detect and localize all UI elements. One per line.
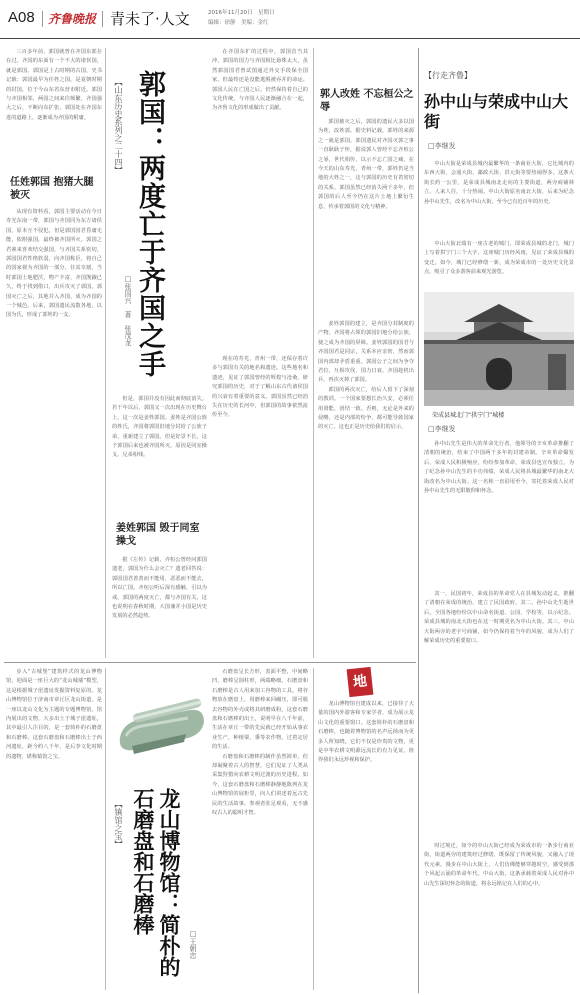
article2-body-c: 孙中山先生是伟大的革命先行者，他领导的辛亥革命推翻了清朝的统治，结束了中国两千多年的封建帝制。辛亥革命爆发后，荣成人民积极响应，纷纷参加革命，荣成县也宣布独立。为了纪念孙中山先生的丰功伟绩，荣成人民将县城最繁华的南北大街改名为中山大街。这一名称一直沿用至今，寄托着荣成人民对孙中山先生的无限敬仰和怀念。: [424, 441, 574, 495]
article1-author: □张国兴 著 张茂龙: [124, 275, 132, 346]
grinding-stone-photo: [112, 676, 210, 776]
article3-author: □王朝忠: [189, 930, 197, 959]
article1-series-label: 【山东历史系列之二十四】: [114, 78, 123, 174]
article1-subhead-1: 任姓郭国 抱猪大腿被灭: [10, 177, 94, 201]
masthead-divider: [42, 11, 43, 27]
article3-label: 【镇馆之宝】: [114, 800, 123, 848]
column-rule: [105, 668, 106, 990]
article1-col1-b: 从现有资料看，郭国主要活动在今日寿光东南一带，郭国与齐国同为东方诸侯国，原本互不侵犯，但是郭国国君昏庸无能，依附强国，最终被齐国所灭。郭国之君素来喜欢结交强国，与齐国关系密切，郭国国君性格软弱，向齐国称臣，将自己的国家视为齐国的一部分，任其宰割。当时郭国土地肥沃，物产丰富，齐国觊觎已久，终于找到借口，出兵攻灭了郭国。郭国灭亡之后，其地并入齐国，成为齐国的一个城邑。后来，郭国遗民流散各地，以国为氏，形成了郭姓的一支。: [6, 209, 102, 319]
section-title: 青未了·人文: [110, 10, 190, 28]
article1-subhead-2: 姜姓郭国 毁于同室操戈: [116, 523, 200, 547]
article1-subhead-3: 郭人改姓 不忘桓公之辱: [320, 89, 414, 113]
column-rule: [418, 48, 419, 993]
editors: 编辑：徐静 美编：金红: [208, 20, 269, 26]
article2-body-e: 时过境迁，如今的中山大街已经成为荣成市的一条步行商业街，街道两旁的建筑经过修缮，既保留了传统风貌，又融入了现代元素。漫步在中山大街上，人们仿佛能够穿越时空，感受到那个风起云涌的革命年代。中山大街，这条承载着荣成人民对孙中山先生深切怀念的街道，将永远铭记在人们的心中。: [424, 843, 574, 887]
article2-author: □李继发: [428, 142, 456, 150]
article1-col3: 在齐国东扩的过程中，郭国首当其冲。郭国的国力与齐国相比悬殊太大，虽然郭国国君曾试图通过外交手段保全国家，但最终还是没能逃脱被吞并的命运。郭国人民在亡国之后，仍然保持着自己的文化传统，与齐国人民逐渐融合在一起，为齐鲁文化的形成做出了贡献。: [212, 49, 308, 112]
photo-caption: 荣成县城北门“拱宁门”城楼: [432, 412, 505, 419]
city-gate-photo: [424, 292, 574, 406]
article3-title: 龙山博物馆：简朴的石磨盘和石磨棒: [131, 788, 182, 977]
photo-credit: □李继发: [428, 425, 456, 433]
article1-title: 郭国：两度亡于齐国之手: [134, 70, 165, 378]
article1-col2: 但是，郭国并没有因此而彻底消失。若干年以后，郭国又一次出现在历史舞台上，这一次是姜姓郭国。姜姓是齐国公族的姓氏，齐国将郭国旧地分封给了公族子弟，重新建立了郭国。但是好景不长，这个郭国后来也被齐国所灭，原因是同室操戈、兄弟相残。: [112, 396, 207, 459]
article1-col1: 三百多年前，郭国就曾在齐国东部存在过。齐国的东面有一个不大的诸侯国，就是郭国。郭国是上古时期的古国，史书记载：郭国最早为任姓之国，是夏朝时期的封国，位于今山东省东营市附近。郭国与齐国相邻，两国之间来往频繁，齐国强大之后，不断向东扩张，郭国处在齐国东进的道路上，逐渐成为齐国的附庸。: [6, 49, 102, 121]
paper-logo: 齐鲁晚报: [48, 12, 97, 26]
section-rule: [4, 662, 416, 663]
article3-col4: 龙山博物馆自建成以来，已接待了大量的国内外游客和专家学者，成为展示龙山文化的重要窗口。这套简朴的石磨盘和石磨棒，也随着博物馆的名声远扬而为更多人所知晓。它们不仅是珍贵的文物，更是中华农耕文明源远流长的有力见证，值得我们永远珍视和保护。: [318, 701, 414, 764]
article2-body-b: 中山大街北端有一座古老的城门，即荣成县城的北门，城门上写着拱宁门三个大字。这座城门历经风雨，见证了荣成县城的变迁。如今，城门已经修缮一新，成为荣成市的一处历史文化景点，吸引了众多游客前来观光游览。: [424, 241, 574, 276]
masthead: [0, 0, 580, 40]
article2-label: 【行走齐鲁】: [424, 71, 472, 80]
article3-col1: 步入“古城堡”建筑样式的龙山博物馆，迎面是一座巨大的“龙山城墙”模型，这是根据城子崖遗址发掘资料复原的。龙山博物馆位于济南市章丘区龙山街道，是一座以龙山文化为主题的专题博物馆。馆内展出的文物，大多出土于城子崖遗址，其中最引人注目的，是一套简朴的石磨盘和石磨棒。这套石磨盘和石磨棒出土于西河遗址，距今约八千年，是后李文化时期的遗物，堪称镇馆之宝。: [6, 669, 102, 760]
page-number: A08: [8, 9, 35, 26]
masthead-rule: [0, 38, 580, 39]
issue-date: 2016年11月20日 星期日: [208, 10, 275, 16]
column-rule: [105, 48, 106, 658]
article1-col4: 郭国被灭之后，郭国的遗民大多以国为姓，改姓郭。据史料记载，郭姓的来源之一就是郭国。郭国遗民对齐国灭郭之事一直耿耿于怀，据说郭人曾经不忘齐桓公之辱，世代相传，以示不忘亡国之痛。在今天的山东寿光、青州一带，郭姓仍是当地的大姓之一，这与郭国的历史有着密切的关系。郭国虽然已经消失两千多年，但郭国的后人至今仍在这片土地上繁衍生息，传承着郭国的文化与精神。: [318, 119, 414, 210]
column-logo: 地: [347, 667, 374, 697]
article1-col2-b: 据《左传》记载，齐桓公曾经问郭国遗老，郭国为什么会灭亡？遗老回答说：郭国国君善善而不能用，恶恶而不能去，所以亡国。齐桓公听后深有感触，引以为戒。郭国的两度灭亡，都与齐国有关，这也说明在春秋时期，大国兼并小国是历史发展的必然趋势。: [112, 557, 207, 620]
article1-col4-b: 姜姓郭国的建立，是齐国分封制度的产物。齐国将占领的郭国旧地分给公族，使之成为齐国的屏障。姜姓郭国的国君与齐国国君是同宗，关系本应亲密，然而郭国内部却矛盾重重。郭国公子之间为争夺君位，互相攻伐，国力日衰。齐国趁机出兵，再次灭掉了郭国。 郭国的两次灭亡，给后人留下了深刻的教训。一个国家要想长治久安，必须任用贤能，团结一致。否则，无论是外来的侵略，还是内部的纷争，都可能导致国家的灭亡。这也正是历史给我们的启示。: [318, 321, 414, 431]
column-rule: [313, 668, 314, 990]
article2-title: 孙中山与荣成中山大街: [424, 92, 569, 131]
article3-col2: 石磨盘呈长方形，表面平整，中间略凹，磨棒呈圆柱形，两端略细。石磨盘和石磨棒是古人用来加工谷物的工具，将谷物放在磨盘上，用磨棒来回碾压，即可脱去谷物的外壳或将其研磨成粉。这套石磨盘和石磨棒的出土，说明早在八千年前，生活在章丘一带的先民就已经开始从事农业生产，种植粟、黍等农作物，过着定居的生活。 石磨盘和石磨棒的制作虽然简单，但却凝聚着古人的智慧。它们见证了人类从采集狩猎向农耕文明过渡的历史进程。如今，这套石磨盘和石磨棒静静地陈列在龙山博物馆的展柜里，向人们讲述着远古先民的生活故事。参观者驻足观看，无不感叹古人的聪明才智。: [212, 669, 308, 817]
column-rule: [313, 48, 314, 658]
article2-body-d: 其一，民国初年，荣成县的革命党人在县城发动起义，推翻了清朝在荣成的统治，建立了民国政府。其二，孙中山先生逝世后，全国各地纷纷以中山命名街道、公园、学校等，以示纪念。荣成县城的南北大街也在这一时期更名为中山大街。其三，中山大街两旁的老字号商铺，如今仍保持着当年的风貌，成为人们了解荣成历史的重要窗口。: [424, 591, 574, 645]
masthead-divider: [102, 11, 103, 27]
article1-col3-b: 现在的寿光、青州一带，还保存着许多与郭国有关的地名和遗迹。这些地名和遗迹，见证了郭国曾经的辉煌与沧桑。研究郭国的历史，对于了解山东古代诸侯国的兴衰有着重要的意义。郭国虽然已经消失在历史的长河中，但郭国的故事依然流传至今。: [212, 356, 308, 419]
article2-body-a: 中山大街是荣成县城内最繁华的一条商业大街，它比城内的东西大街、会通大街、邮政大街、洪元街等要热闹得多。这条大街长约一公里，是荣成县城南北走向的主要街道，两旁商铺林立，人来人往，十分热闹。中山大街原名南北大街，后来为纪念孙中山先生，改名为中山大街，至今已有近百年的历史。: [424, 161, 574, 205]
